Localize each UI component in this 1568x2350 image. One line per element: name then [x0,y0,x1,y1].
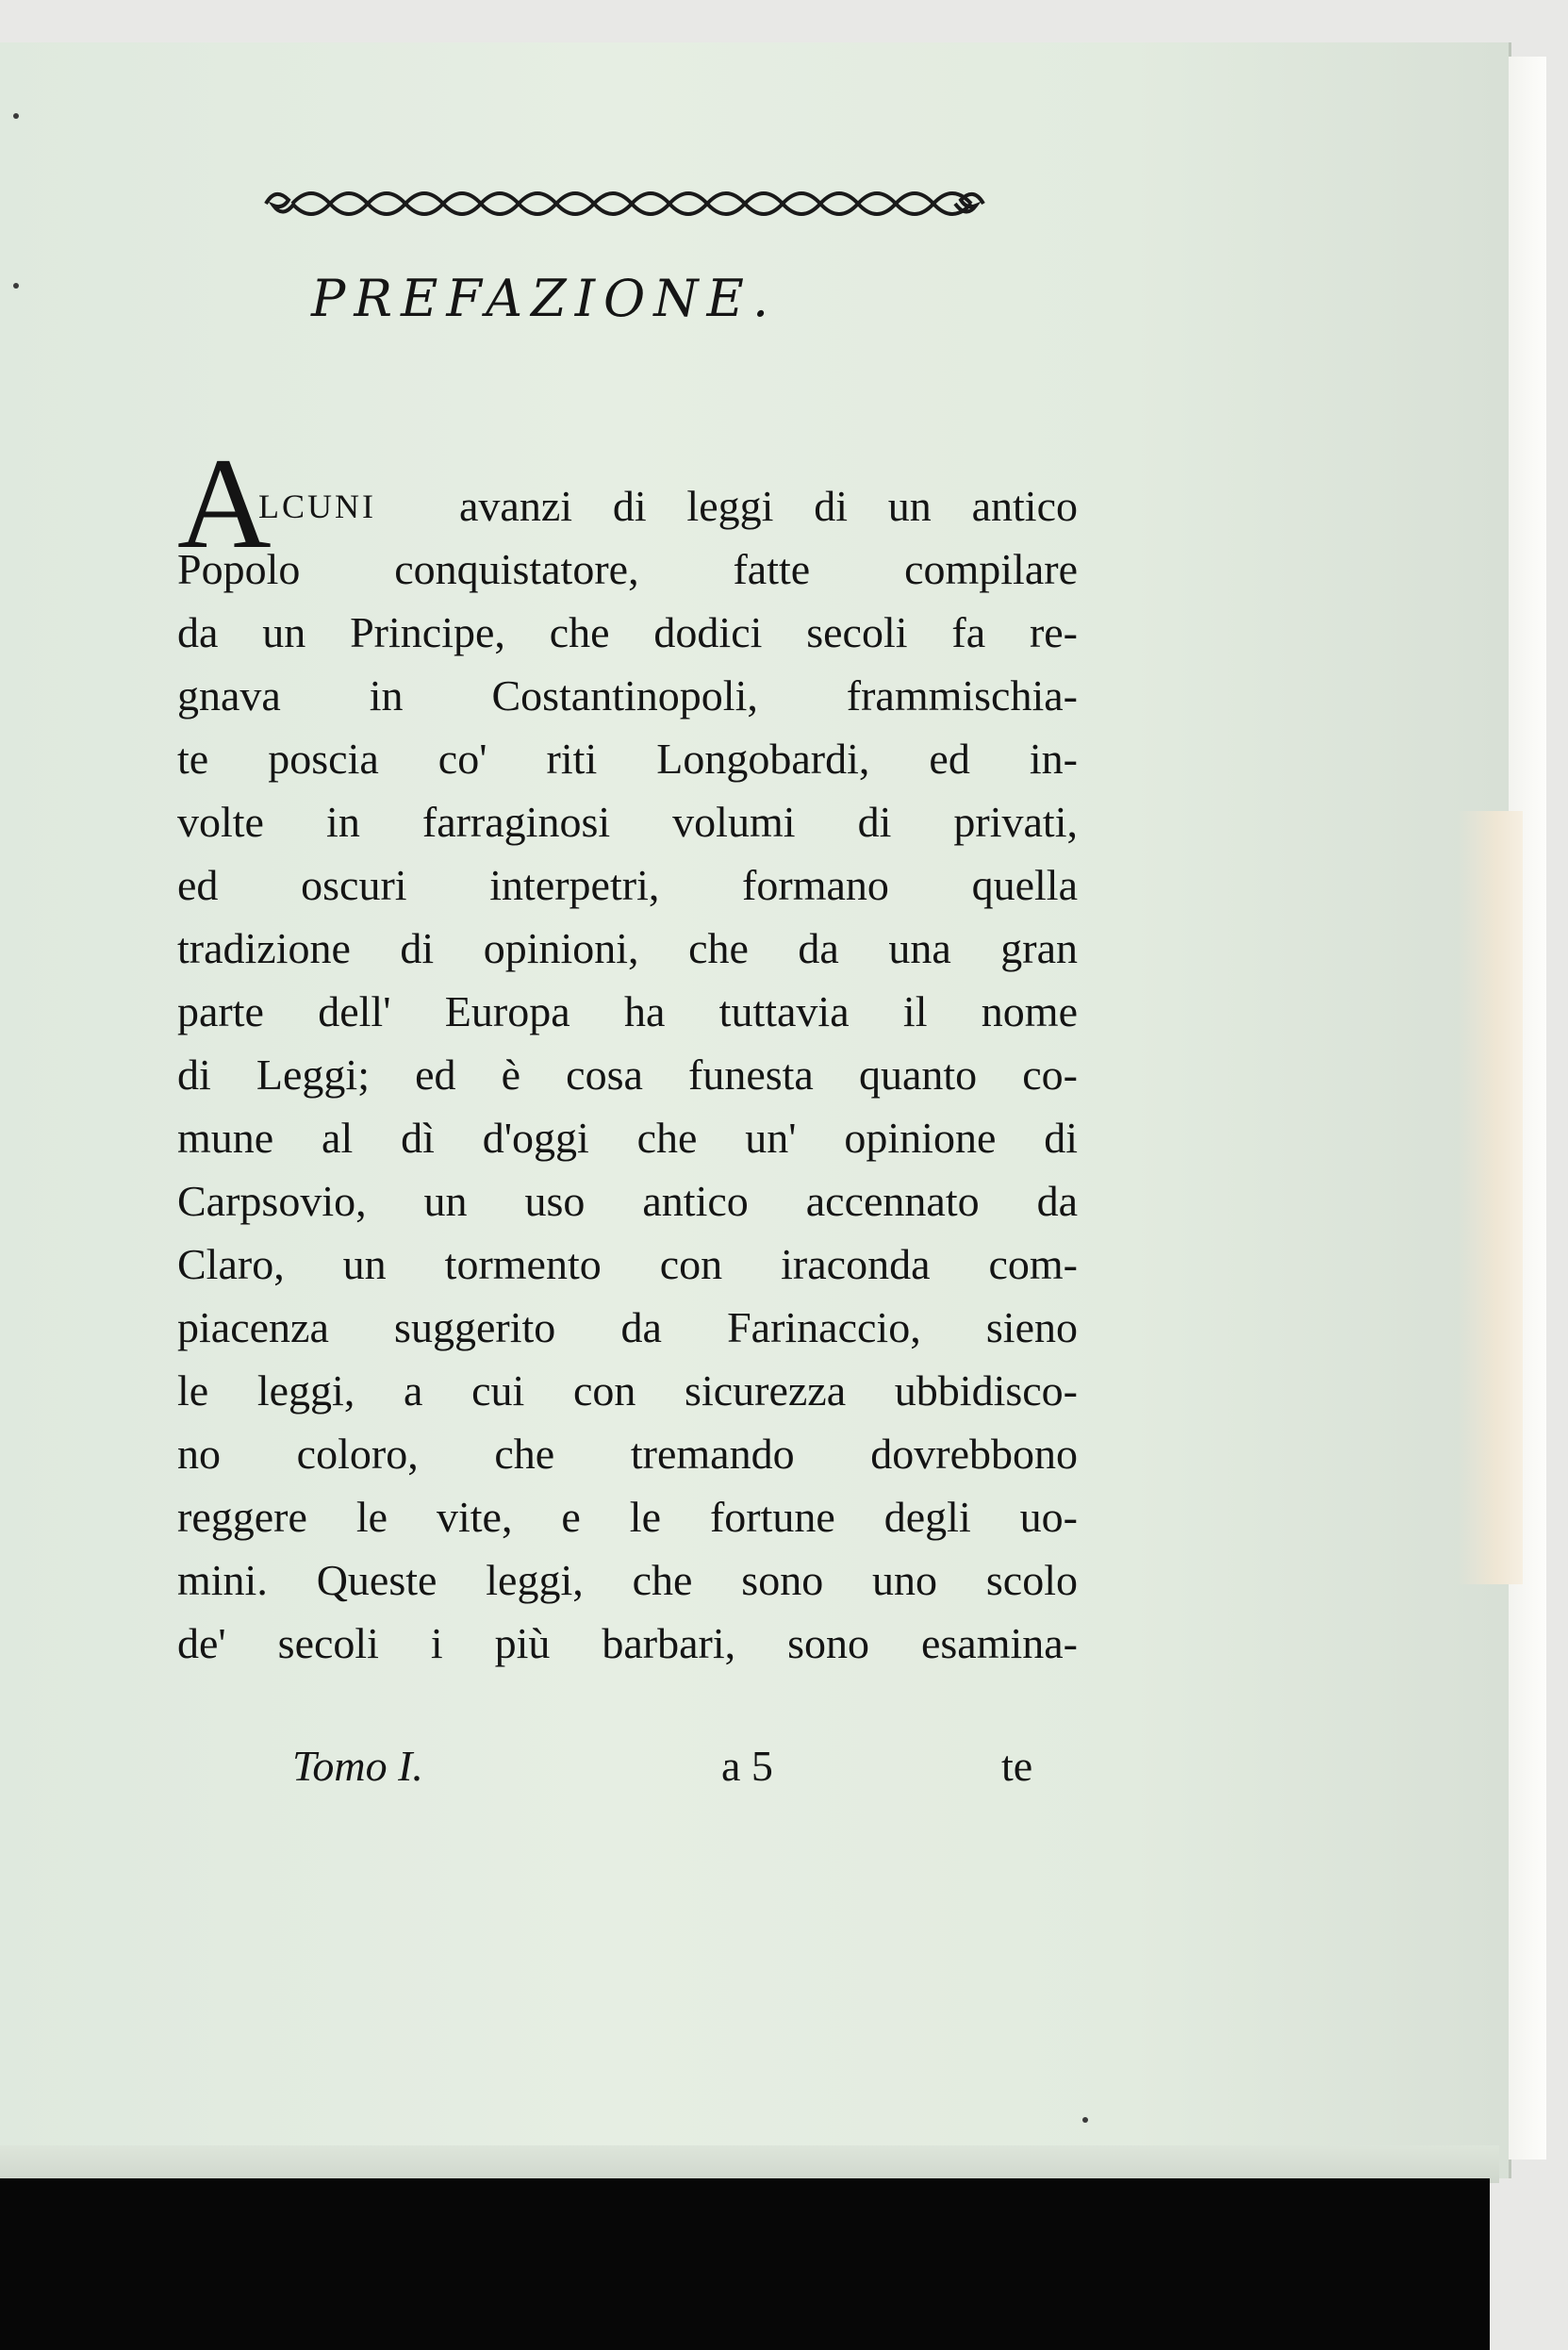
opening-word-smallcaps: LCUNI [258,488,376,525]
scan-background-band [0,2178,1490,2350]
text-line: Claro, un tormento con iraconda com- [177,1240,1078,1288]
text-line: Popolo conquistatore, fatte compilare [177,545,1078,593]
signature-mark: a 5 [721,1742,773,1790]
text-line: le leggi, a cui con sicurezza ubbidisco- [177,1366,1078,1415]
paper-speck [13,113,19,119]
text-line-1: avanzi di leggi di un antico [459,482,1078,530]
text-line: di Leggi; ed è cosa funesta quanto co- [177,1051,1078,1099]
paper-speck [13,283,19,289]
page-title: PREFAZIONE. [311,269,778,328]
drop-capital: A [177,431,272,575]
text-line: te poscia co' riti Longobardi, ed in- [177,735,1078,783]
catchword: te [1001,1742,1033,1790]
paper-stain [1457,811,1523,1584]
text-line: parte dell' Europa ha tuttavia il nome [177,987,1078,1035]
text-line: da un Principe, che dodici secoli fa re- [177,608,1078,656]
text-line: Carpsovio, un uso antico accennato da [177,1177,1078,1225]
text-line: no coloro, che tremando dovrebbono [177,1430,1078,1478]
text-line: tradizione di opinioni, che da una gran [177,924,1078,972]
text-line: mune al dì d'oggi che un' opinione di [177,1114,1078,1162]
text-line: ed oscuri interpetri, formano quella [177,861,1078,909]
decorative-border-ornament [255,175,995,232]
text-line: volte in farraginosi volumi di privati, [177,798,1078,846]
page-bottom-edge [0,2145,1499,2183]
text-line: de' secoli i più barbari, sono esamina- [177,1619,1078,1667]
paper-speck [1082,2117,1088,2123]
volume-label: Tomo I. [292,1742,423,1790]
text-line: piacenza suggerito da Farinaccio, sieno [177,1303,1078,1351]
text-line: mini. Queste leggi, che sono uno scolo [177,1556,1078,1604]
text-line: gnava in Costantinopoli, frammischia- [177,671,1078,720]
text-line: reggere le vite, e le fortune degli uo- [177,1493,1078,1541]
